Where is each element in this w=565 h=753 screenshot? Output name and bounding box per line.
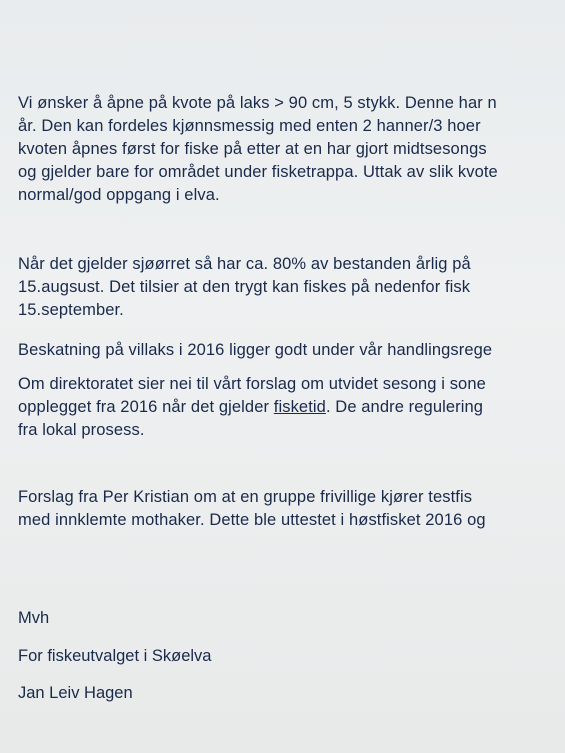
text-segment: opplegget fra 2016 når det gjelder — [18, 398, 274, 416]
paragraph-salmon-quota — [18, 92, 498, 207]
organization-line: For fiskeutvalget i Skøelva — [18, 647, 212, 665]
text-line: år. Den kan fordeles kjønnsmessig med enten 2 hanner/3 hoer — [18, 117, 481, 135]
text-line: 15.augsust. Det tilsier at den trygt kan fiskes på nedenfor fisk — [18, 278, 471, 296]
paragraph-sea-trout — [18, 253, 471, 322]
underlined-word: fisketid — [273, 398, 326, 416]
text-line: Om direktoratet sier nei til vårt forslag om utvidet sesong i sone — [18, 375, 486, 393]
text-line: Forslag fra Per Kristian om at en gruppe frivillige kjører testfis — [18, 488, 473, 506]
paragraph-proposal — [18, 486, 486, 532]
text-line: Beskatning på villaks i 2016 ligger godt under vår handlingsrege — [18, 341, 493, 359]
text-line: Vi ønsker å åpne på kvote på laks > 90 cm, 5 stykk. Denne har n — [18, 94, 497, 112]
text-line: Når det gjelder sjøørret så har ca. 80% av bestanden årlig på — [18, 255, 471, 273]
text-line: 15.september. — [18, 301, 124, 319]
text-line: med innklemte mothaker. Dette ble uttestet i høstfisket 2016 og — [18, 511, 486, 529]
signoff: Mvh — [18, 609, 50, 627]
text-line — [18, 396, 486, 419]
paragraph-directorate — [18, 373, 486, 442]
text-line: fra lokal prosess. — [18, 421, 145, 439]
text-line: kvoten åpnes først for fiske på etter at en har gjort midtsesongs — [18, 140, 487, 158]
signer-name: Jan Leiv Hagen — [18, 684, 133, 702]
text-segment: . De andre regulering — [325, 398, 484, 416]
text-line: og gjelder bare for området under fisketrappa. Uttak av slik kvote — [18, 163, 498, 181]
paragraph-taxation — [18, 339, 492, 362]
text-line: normal/god oppgang i elva. — [18, 186, 220, 204]
